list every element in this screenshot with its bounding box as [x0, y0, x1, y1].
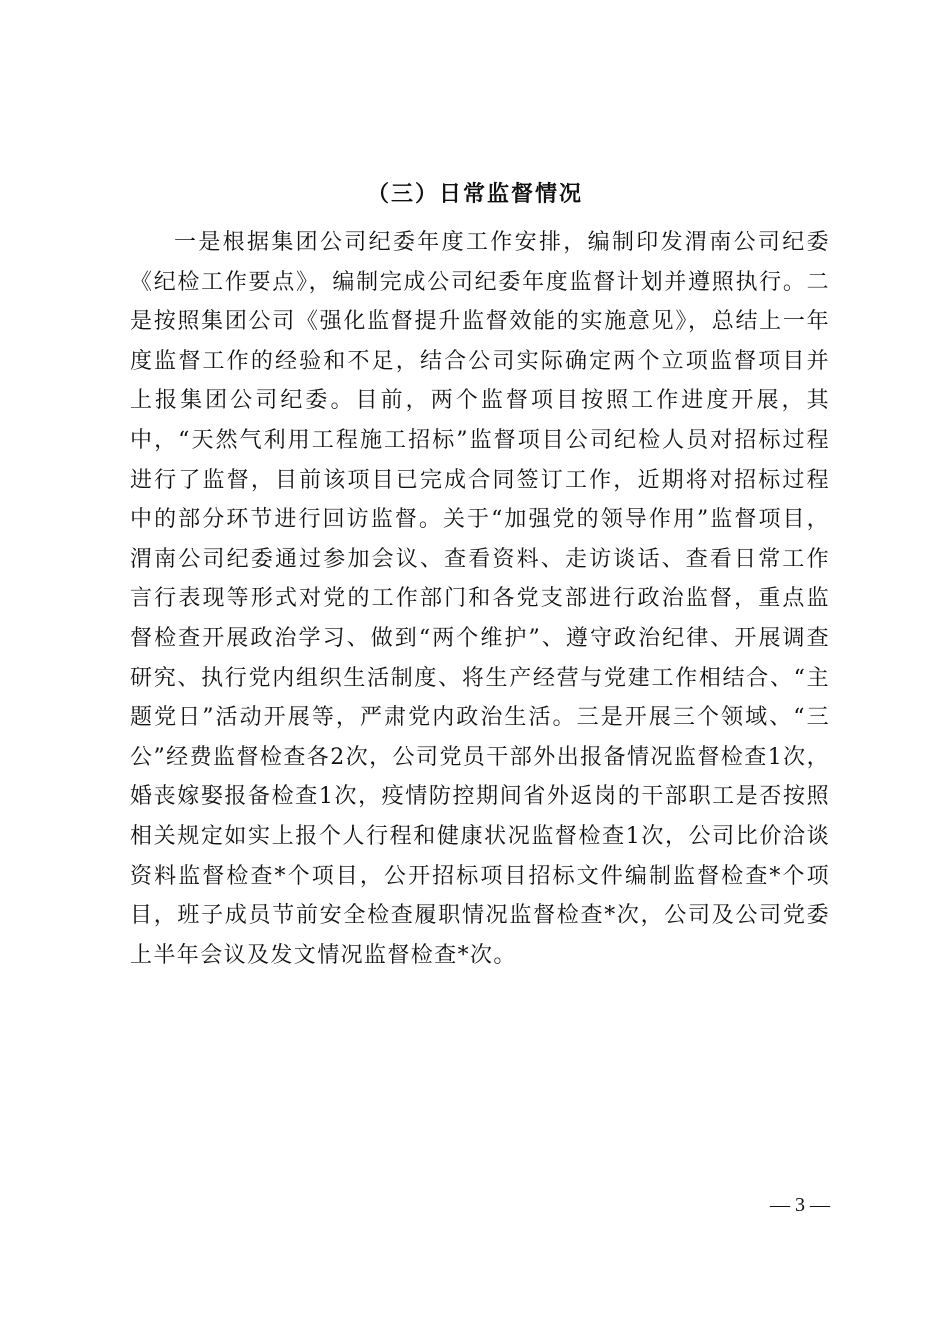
body-paragraph: 一是根据集团公司纪委年度工作安排，编制印发渭南公司纪委《纪检工作要点》，编制完成公司纪委年度监督计划并遵照执行。二是按照集团公司《强化监督提升监督效能的实施意见》，总结上一年度监督工作的经验和不足，结合公司实际确定两个立项监督项目并上报集团公司纪委。目前，两个监督项目按照工作进度开展，其中，“天然气利用工程施工招标”监督项目公司纪检人员对招标过程进行了监督，目前该项目已完成合同签订工作，近期将对招标过程中的部分环节进行回访监督。关于“加强党的领导作用”监督项目，渭南公司纪委通过参加会议、查看资料、走访谈话、查看日常工作言行表现等形式对党的工作部门和各党支部进行政治监督，重点监督检查开展政治学习、做到“两个维护”、遵守政治纪律、开展调查研究、执行党内组织生活制度、将生产经营与党建工作相结合、“主题党日”活动开展等，严肃党内政治生活。三是开展三个领域、“三公”经费监督检查各2次，公司党员干部外出报备情况监督检查1次，婚丧嫁娶报备检查1次，疫情防控期间省外返岗的干部职工是否按照相关规定如实上报个人行程和健康状况监督检查1次，公司比价洽谈资料监督检查*个项目，公开招标项目招标文件编制监督检查*个项目，班子成员节前安全检查履职情况监督检查*次，公司及公司党委上半年会议及发文情况监督检查*次。: [130, 230, 830, 968]
section-heading: （三）日常监督情况: [366, 181, 583, 207]
page-number: — 3 —: [770, 1194, 830, 1216]
